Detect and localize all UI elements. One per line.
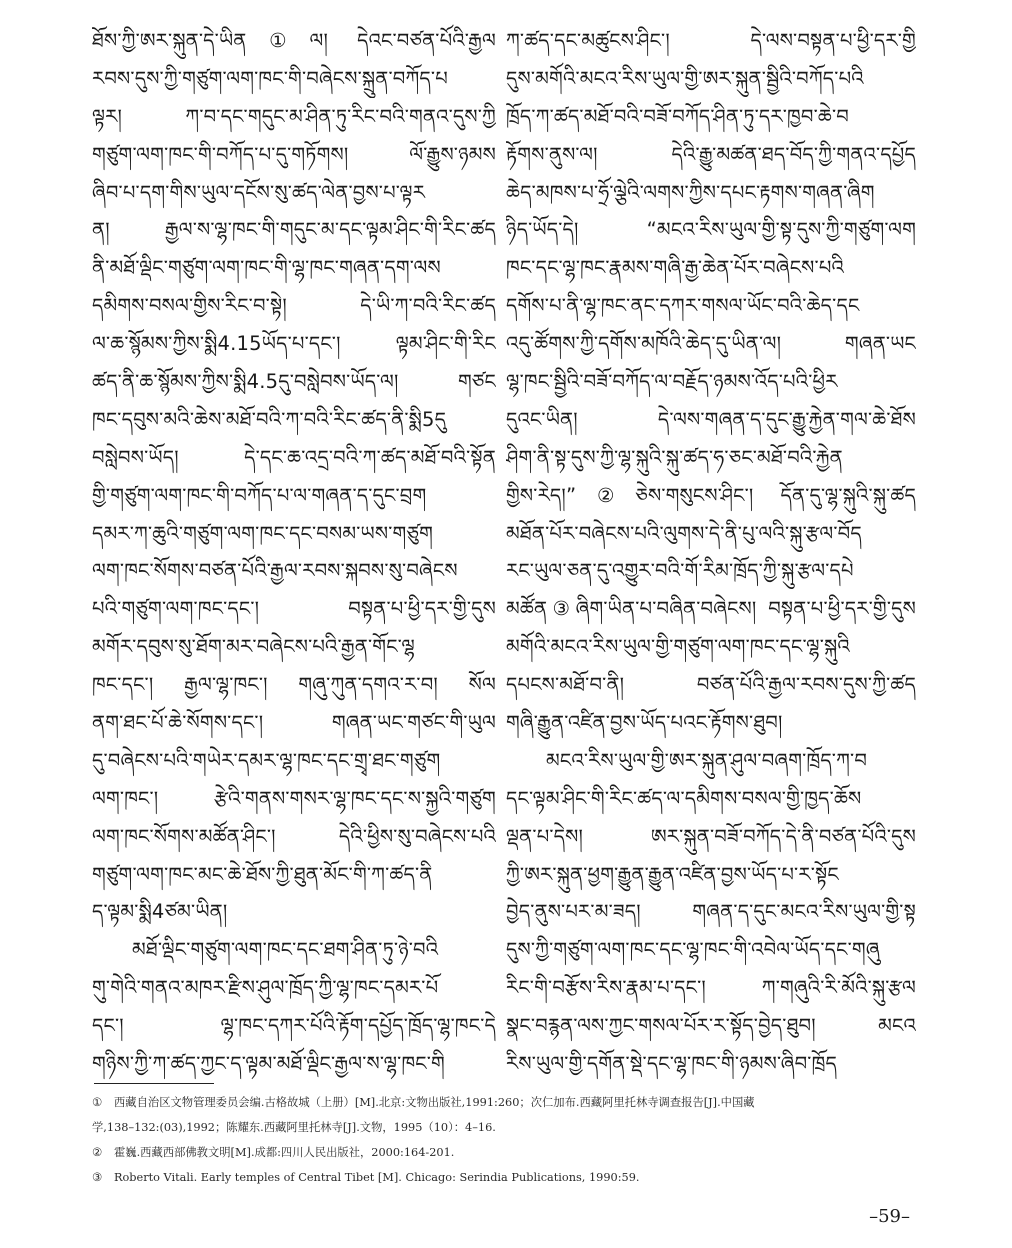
text-line: རིང་གི་བརྩོས་རིས་རྣམ་པ་དང་། ཀ་གཞུའི་རི་མོའི་སྐུ་རྩལ bbox=[506, 976, 916, 1000]
footnote-mark: ① bbox=[92, 1096, 103, 1109]
text-line: ཤིག་ནི་སྟ་དུས་ཀྱི་ལྷ་སྐུའི་སྐུ་ཚད་ཧ་ཅང་མཐོ་བའི་རྐྱེན bbox=[506, 445, 843, 469]
footnote-rule bbox=[94, 1083, 214, 1084]
text-line: ཚད་ནི་ཆ་སྙོམས་ཀྱིས་སྨི4.5དུ་བསླེབས་ཡོད་ལ། གཙང bbox=[92, 370, 496, 394]
text-line: མགོར་དབུས་སུ་ཐོག་མར་བཞེངས་པའི་རྒྱན་གོང་ལྷ bbox=[92, 635, 415, 659]
text-line: ལ་ཆ་སྙོམས་ཀྱིས་སྨི4.15ཡོད་པ་དང་། ལྟམ་ཤིང་གི་རིང bbox=[92, 332, 496, 356]
text-line: གྱི་གཙུག་ལག་ཁང་གི་བཀོད་པ་ལ་གཞན་ད་དུང་བྲག bbox=[92, 483, 427, 507]
text-line: ན། རྒྱལ་ས་ལྷ་ཁང་གི་གདུང་མ་དང་ལྟམ་ཤིང་གི་རིང་ཚད bbox=[92, 218, 496, 242]
text-line: མངའ་རིས་ཡུལ་གྱི་ཨར་སྐུན་ཤུལ་བཞག་ཁྲོད་ཀ་བ bbox=[546, 748, 868, 772]
text-line: ཀ་ཚད་དང་མཚུངས་ཤིང་། དེ་ལས་བསྟན་པ་ཕྱི་དར་གྱི bbox=[506, 29, 916, 52]
footnote-text: Roberto Vitali. Early temples of Central Tibet [M]. Chicago: Serindia Publications, 1990:59. bbox=[114, 1171, 640, 1184]
left-column bbox=[92, 22, 496, 1083]
text-line: མཐོན་པོར་བཞེངས་པའི་ལུགས་དེ་ནི་པུ་ལའི་སྐུ་རྩལ་བོད bbox=[506, 521, 862, 545]
text-line: དམར་ཀ་ཆུའི་གཙུག་ལག་ཁང་དང་བསམ་ཡས་གཙུག bbox=[92, 521, 434, 545]
text-line: རང་ཡུལ་ཅན་དུ་འགྱུར་བའི་གོ་རིམ་ཁྲོད་ཀྱི་སྐུ་རྩལ་དཔེ bbox=[506, 559, 854, 583]
text-line: དུས་ཀྱི་གཙུག་ལག་ཁང་དང་ལྷ་ཁང་གི་འབེལ་ཡོད་དང་གཞུ bbox=[506, 938, 880, 962]
text-line: ཉིད་ཡོད་དེ། “མངའ་རིས་ཡུལ་གྱི་སྟ་དུས་ཀྱི་གཙུག་ལག bbox=[506, 218, 916, 242]
text-line: ནི་མཐོ་ལྡིང་གཙུག་ལག་ཁང་གི་ལྷ་ཁང་གཞན་དག་ལས bbox=[92, 256, 441, 280]
text-line: མཐོ་ལྡིང་གཙུག་ལག་ཁང་དང་ཐག་ཤིན་ཏུ་ཉེ་བའི bbox=[132, 938, 439, 962]
text-line: དགོས་པ་ནི་ལྷ་ཁང་ནང་དཀར་གསལ་ཡོང་བའི་ཆེད་དང bbox=[506, 294, 860, 318]
text-line: དུས་མགོའི་མངའ་རིས་ཡུལ་གྱི་ཨར་སྐུན་སྦྱིའི་བཀོད་པའི bbox=[506, 66, 864, 90]
text-line: གཞི་རྒྱུན་འཛིན་བྱས་ཡོད་པའང་རྟོགས་ཐུབ། bbox=[506, 711, 783, 735]
text-line: གྱིས་རེད།”②ཅེས་གསུངས་ཤིང་། དོན་དུ་ལྷ་སྐུའི་སྐུ་ཚད bbox=[506, 483, 916, 507]
text-line: དུ་བཞེངས་པའི་གཡེར་དམར་ལྷ་ཁང་དང་གྲྭ་ཐང་གཙུག bbox=[92, 748, 441, 772]
text-line: ཁང་དབུས་མའི་ཆེས་མཐོ་བའི་ཀ་བའི་རིང་ཚད་ནི་སྨི5དུ bbox=[92, 407, 447, 431]
right-column bbox=[506, 22, 916, 1083]
text-line: ཁྲོད་ཀ་ཚད་མཐོ་བའི་བཟོ་བཀོད་ཤིན་ཏུ་དར་ཁྱབ་ཆེ་བ bbox=[506, 104, 849, 128]
text-line: ཁང་དང་། རྒྱལ་ལྷ་ཁང་། གཞུ་ཀུན་དགའ་ར་བ། སོལ bbox=[92, 673, 496, 697]
text-line: ཀྱི་ཨར་སྐུན་ཕྱག་རྒྱུན་རྒྱུན་འཛིན་བྱས་ཡོད་པ་ར་སྟོང bbox=[506, 862, 839, 886]
footnote-mark: ③ bbox=[92, 1171, 103, 1184]
text-line: རབས་དུས་ཀྱི་གཙུག་ལག་ཁང་གི་བཞེངས་སྐྲུན་བཀོད་པ bbox=[92, 66, 448, 90]
text-line: འདུ་ཚོགས་ཀྱི་དགོས་མཁོའི་ཆེད་དུ་ཡིན་ལ། གཞན་ཡང bbox=[506, 332, 916, 356]
footnote-2 bbox=[92, 1140, 914, 1165]
text-line: མཚོན③ཞིག་ཡིན་པ་བཞིན་བཞེངས། བསྟན་པ་ཕྱི་དར་གྱི་དུས bbox=[506, 597, 916, 621]
footnote-mark: ② bbox=[92, 1146, 103, 1159]
text-line: གུ་གེའི་གནའ་མཁར་རྫིས་ཤུལ་ཁྲོད་ཀྱི་ལྷ་ཁང་དམར་པོ bbox=[92, 976, 439, 1000]
text-line: དཔངས་མཐོ་བ་ནི། བཙན་པོའི་རྒྱལ་རབས་དུས་ཀྱི་ཚད bbox=[506, 673, 916, 697]
text-line: དུའང་ཡིན། དེ་ལས་གཞན་ད་དུང་རྒྱུ་རྐྱེན་གལ་ཆེ་ཐོས bbox=[506, 407, 916, 431]
text-line: གཙུག་ལག་ཁང་གི་བཀོད་པ་དུ་གཏོགས། ལོ་རྒྱུས་ཉམས bbox=[92, 142, 496, 166]
footnotes bbox=[92, 1090, 914, 1190]
footnote-text: 西藏自治区文物管理委员会编.古格故城（上册）[M].北京:文物出版社,1991:260；次仁加布.西藏阿里托林寺调查报告[J].中国藏 bbox=[114, 1096, 755, 1109]
text-line: ལག་ཁང་སོགས་བཙན་པོའི་རྒྱལ་རབས་སྐབས་སུ་བཞེངས bbox=[92, 559, 458, 583]
text-line: གཉིས་ཀྱི་ཀ་ཚད་ཀྱང་ད་ལྟམ་མཐོ་ལྡིང་རྒྱལ་ས་ལྷ་ཁང་གི bbox=[92, 1052, 445, 1076]
text-line: ལག་ཁང་། རྩེའི་གནས་གསར་ལྷ་ཁང་དང་ས་སྐྱའི་གཙུག bbox=[92, 786, 496, 810]
text-line: ལག་ཁང་སོགས་མཚོན་ཤིང་། དེའི་ཕྱིས་སུ་བཞེངས་པའི bbox=[92, 824, 496, 848]
footnote-text: 霍巍.西藏西部佛教文明[M].成都:四川人民出版社，2000:164-201. bbox=[114, 1146, 455, 1159]
text-line: ལྟར། ཀ་བ་དང་གདུང་མ་ཤིན་ཏུ་རིང་བའི་གནའ་དུས་ཀྱི bbox=[92, 104, 496, 128]
text-line: ཞིབ་པ་དག་གིས་ཡུལ་དངོས་སུ་ཚད་ལེན་བྱས་པ་ལྟར bbox=[92, 180, 426, 204]
text-line: དང་ལྟམ་ཤིང་གི་རིང་ཚད་ལ་དམིགས་བསལ་གྱི་ཁྱད་ཆོས bbox=[506, 786, 862, 810]
text-line: ཐོས་ཀྱི་ཨར་སྐུན་དེ་ཡིན①ལ། དེའང་བཙན་པོའི་རྒྱལ bbox=[92, 29, 496, 52]
text-line: ནག་ཐང་པོ་ཆེ་སོགས་དང་། གཞན་ཡང་གཙང་གི་ཡུལ bbox=[92, 711, 496, 735]
footnote-1 bbox=[92, 1090, 914, 1115]
text-line: བྱེད་ནུས་པར་མ་ཟད། གཞན་ད་དུང་མངའ་རིས་ཡུལ་གྱི་སྟ bbox=[506, 900, 916, 924]
text-line: སྣང་བརྙན་ལས་ཀྱང་གསལ་པོར་ར་སྟོད་བྱེད་ཐུབ། མངའ bbox=[506, 1014, 916, 1038]
footnote-3 bbox=[92, 1165, 914, 1190]
page-number: –59– bbox=[869, 1206, 910, 1227]
text-line: ལྡན་པ་དེས། ཨར་སྐུན་བཟོ་བཀོད་དེ་ནི་བཙན་པོའི་དུས bbox=[506, 824, 916, 848]
text-line: པའི་གཙུག་ལག་ཁང་དང་། བསྟན་པ་ཕྱི་དར་གྱི་དུས bbox=[92, 597, 496, 621]
text-line: གཙུག་ལག་ཁང་མང་ཆེ་ཐོས་ཀྱི་ཐུན་མོང་གི་ཀ་ཚད་ནི bbox=[92, 862, 433, 886]
footnote-text: 学,138–132:(03),1992；陈耀东.西藏阿里托林寺[J].文物，1995（10）：4–16. bbox=[92, 1121, 496, 1134]
text-line: བསླེབས་ཡོད། དེ་དང་ཆ་འདྲ་བའི་ཀ་ཚད་མཐོ་བའི་སྟོན bbox=[92, 445, 496, 469]
text-line: མགོའི་མངའ་རིས་ཡུལ་གྱི་གཙུག་ལག་ཁང་དང་ལྷ་སྐུའི bbox=[506, 635, 850, 659]
text-line: དམིགས་བསལ་གྱིས་རིང་བ་སྟེ། དེ་ཡི་ཀ་བའི་རིང་ཚད bbox=[92, 294, 496, 318]
text-line: དང་། ལྷ་ཁང་དཀར་པོའི་རྟོག་དཔྱོད་ཁྲོད་ལྷ་ཁང་དེ bbox=[92, 1014, 496, 1038]
text-line: རྟོགས་ནུས་ལ། དེའི་རྒྱུ་མཚན་ཐད་བོད་ཀྱི་གནའ་དཔྱོད bbox=[506, 142, 916, 166]
footnote-1-cont bbox=[92, 1115, 914, 1140]
text-line: རིས་ཡུལ་གྱི་དགོན་སྡེ་དང་ལྷ་ཁང་གི་ཉམས་ཞིབ་ཁྲོད bbox=[506, 1052, 837, 1076]
text-line: ལྷ་ཁང་སྦྱིའི་བཟོ་བཀོད་ལ་བརྗོད་ཉམས་འོད་པའི་ཕྱིར bbox=[506, 370, 838, 394]
text-line: ཁང་དང་ལྷ་ཁང་རྣམས་གཞི་རྒྱ་ཆེན་པོར་བཞེངས་པའི bbox=[506, 256, 845, 280]
text-line: ཆེད་མཁས་པ་ཧྲོ་ལྕེའི་ལགས་ཀྱིས་དཔང་རྟགས་གཞན་ཞིག bbox=[506, 180, 875, 204]
text-line: ད་ལྟམ་སྨི4ཙམ་ཡིན། bbox=[92, 900, 228, 924]
